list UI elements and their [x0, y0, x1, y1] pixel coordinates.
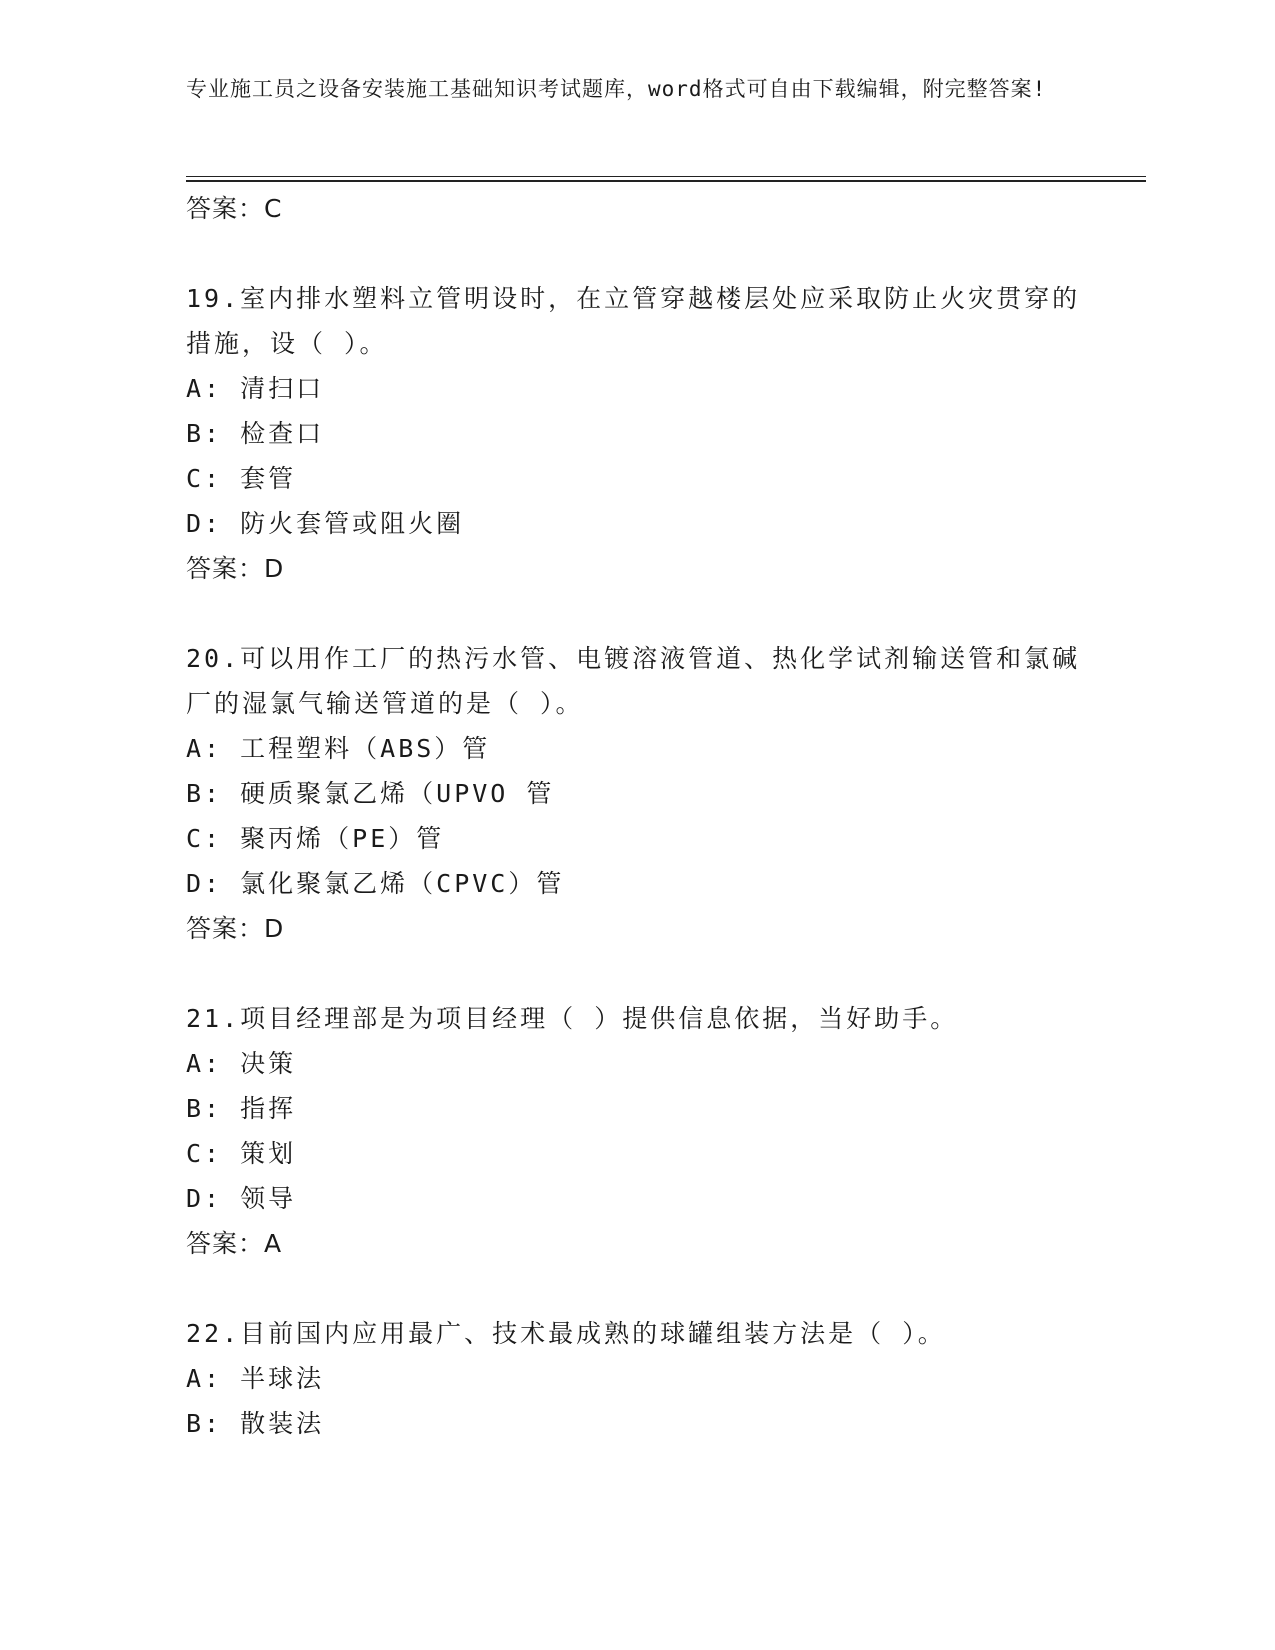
option-c: C: 策划: [186, 1139, 297, 1168]
question-20: [186, 636, 1086, 951]
option-d: D: 氯化聚氯乙烯（CPVC）管: [186, 869, 565, 898]
answer-line: 答案：C: [186, 194, 283, 223]
option-b: B: 检查口: [186, 419, 325, 448]
option-a: A: 决策: [186, 1049, 297, 1078]
option-d: D: 领导: [186, 1184, 297, 1213]
question-stem: 20.可以用作工厂的热污水管、电镀溶液管道、热化学试剂输送管和氯碱厂的湿氯气输送管道的是（ ）。: [186, 644, 1081, 718]
option-d: D: 防火套管或阻火圈: [186, 509, 465, 538]
option-a: A: 工程塑料（ABS）管: [186, 734, 491, 763]
document-header: [186, 72, 1066, 106]
question-22: [186, 1311, 1086, 1446]
header-text: 专业施工员之设备安装施工基础知识考试题库，word格式可自由下载编辑，附完整答案!: [186, 77, 1047, 101]
header-divider-thin: [186, 176, 1146, 177]
answer-line: 答案：A: [186, 1229, 283, 1258]
header-divider-thick: [186, 180, 1146, 182]
question-stem: 22.目前国内应用最广、技术最成熟的球罐组装方法是（ ）。: [186, 1319, 946, 1348]
option-a: A: 清扫口: [186, 374, 325, 403]
answer-line: 答案：D: [186, 554, 285, 583]
option-b: B: 指挥: [186, 1094, 297, 1123]
option-c: C: 聚丙烯（PE）管: [186, 824, 445, 853]
option-b: B: 散装法: [186, 1409, 325, 1438]
question-21: [186, 996, 1086, 1266]
question-stem: 21.项目经理部是为项目经理（ ）提供信息依据，当好助手。: [186, 1004, 959, 1033]
option-a: A: 半球法: [186, 1364, 325, 1393]
question-list: [186, 186, 1086, 1446]
option-b: B: 硬质聚氯乙烯（UPVO 管: [186, 779, 555, 808]
question-stem: 19.室内排水塑料立管明设时，在立管穿越楼层处应采取防止火灾贯穿的措施，设（ ）。: [186, 284, 1081, 358]
option-c: C: 套管: [186, 464, 297, 493]
question-19: [186, 276, 1086, 591]
answer-line: 答案：D: [186, 914, 285, 943]
